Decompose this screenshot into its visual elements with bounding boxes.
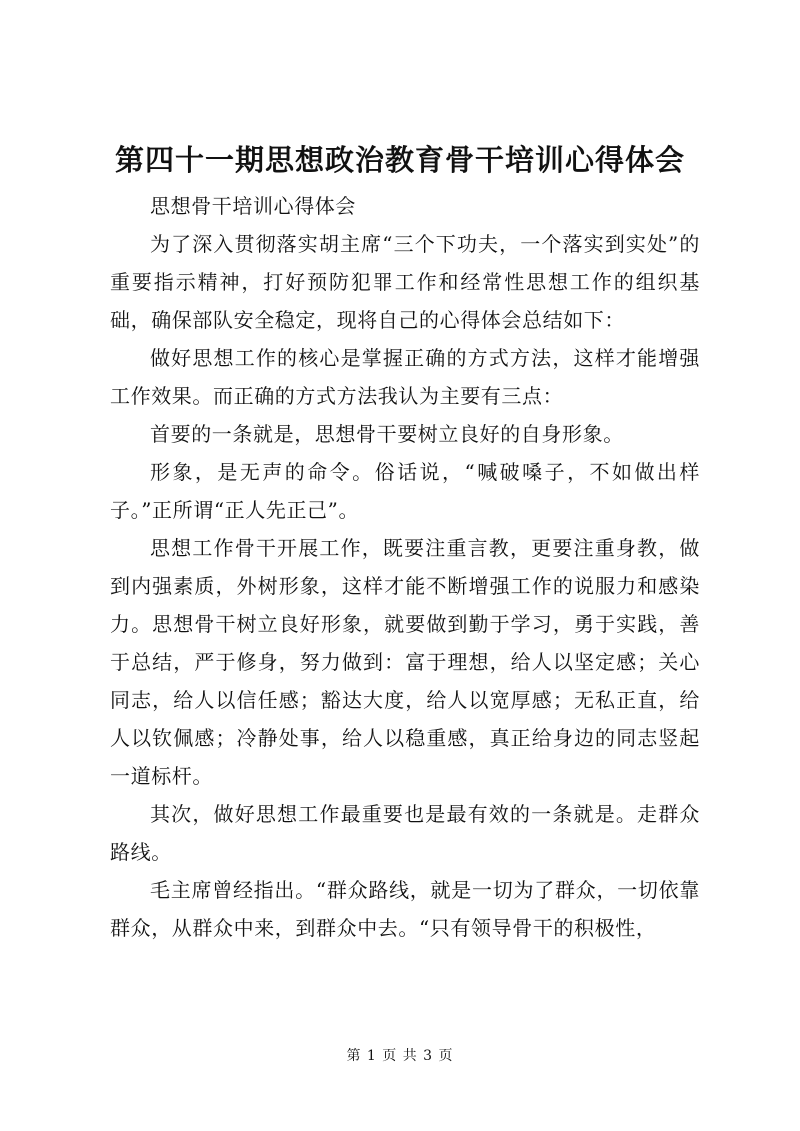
paragraph-core-method: 做好思想工作的核心是掌握正确的方式方法，这样才能增强工作效果。而正确的方式方法我认为主要有三点：	[110, 346, 700, 408]
page-number-footer: 第 1 页 共 3 页	[346, 1048, 454, 1064]
paragraph-good-image: 思想工作骨干开展工作，既要注重言教，更要注重身教，做到内强素质，外树形象，这样才能不断增强工作的说服力和感染力。思想骨干树立良好形象，就要做到勤于学习，勇于实践，善于总结，严于修身，努力做到：富于理想，给人以坚定感；关心同志，给人以信任感；豁达大度，给人以宽厚感；无私正直，给人以钦佩感；冷静处事，给人以稳重感，真正给身边的同志竖起一道标杆。	[110, 536, 700, 788]
document-body	[110, 187, 700, 947]
paragraph-intro: 为了深入贯彻落实胡主席“三个下功夫，一个落实到实处”的重要指示精神，打好预防犯罪工作和经常性思想工作的组织基础，确保部队安全稳定，现将自己的心得体会总结如下：	[110, 232, 700, 332]
paragraph-mass-line: 毛主席曾经指出。“群众路线，就是一切为了群众，一切依靠群众，从群众中来，到群众中去。“只有领导骨干的积极性，	[110, 878, 700, 940]
paragraph-subtitle: 思想骨干培训心得体会	[150, 194, 356, 218]
paragraph-second-point: 其次，做好思想工作最重要也是最有效的一条就是。走群众路线。	[110, 802, 700, 864]
paragraph-image-command: 形象，是无声的命令。俗话说，“喊破嗓子，不如做出样子。”正所谓“正人先正己”。	[110, 460, 700, 522]
paragraph-first-point: 首要的一条就是，思想骨干要树立良好的自身形象。	[150, 422, 624, 446]
document-title: 第四十一期思想政治教育骨干培训心得体会	[114, 143, 685, 177]
